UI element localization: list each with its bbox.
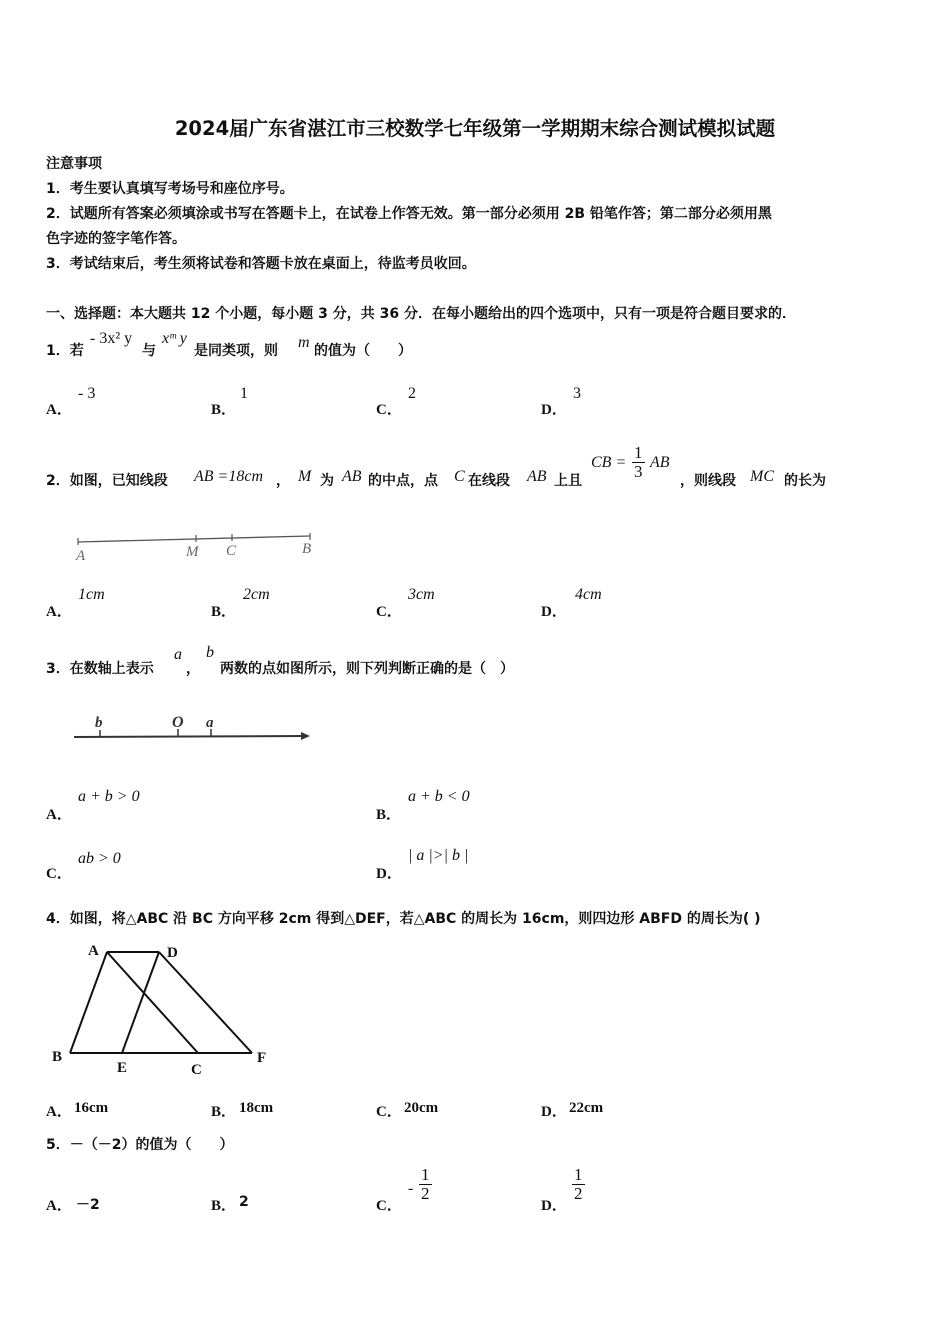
segment-ab (70, 952, 107, 1053)
axis-arrow (301, 732, 310, 740)
q1-option-value: 3 (573, 385, 581, 402)
q2-text: 的长为 (784, 473, 826, 489)
q2-fraction (632, 444, 645, 481)
q1-end: 的值为（ ） (314, 343, 412, 359)
q1-pre: 1．若 (46, 343, 84, 359)
q5-option-sign: - (408, 1180, 414, 1197)
label-b: b (95, 715, 103, 731)
q5-option-fraction (572, 1166, 585, 1203)
q1-option-label[interactable]: D． (541, 402, 567, 418)
q5-option-label[interactable]: B． (211, 1198, 237, 1214)
q1-option-label[interactable]: A． (46, 402, 72, 418)
q5-option-value: 2 (239, 1194, 249, 1210)
q2-segment-mc: MC (750, 468, 774, 485)
q5-option-label[interactable]: C． (376, 1198, 402, 1214)
q3-option-value: a + b < 0 (408, 788, 470, 805)
q3-var-a: a (174, 646, 182, 663)
q1-post: 是同类项，则 (194, 343, 278, 359)
q2-option-value: 3cm (408, 586, 435, 603)
notice-heading: 注意事项 (46, 156, 102, 172)
q1-var: m (298, 334, 310, 351)
q2-cb-lhs: CB = (591, 454, 627, 471)
label-b: B (52, 1049, 63, 1065)
page-title: 2024届广东省湛江市三校数学七年级第一学期期末综合测试模拟试题 (174, 117, 776, 140)
q4-option-value: 18cm (239, 1100, 274, 1116)
segment-df (159, 952, 252, 1053)
q2-option-label[interactable]: C． (376, 604, 402, 620)
q2-text: 为 (320, 473, 334, 489)
label-e: E (117, 1060, 128, 1076)
q4-option-label[interactable]: D． (541, 1104, 567, 1120)
q5-option-label[interactable]: D． (541, 1198, 567, 1214)
q3-option-label[interactable]: D． (376, 866, 402, 882)
q3-option-value: a + b > 0 (78, 788, 140, 805)
q1-option-value: - 3 (78, 385, 96, 402)
notice-item: 3．考试结束后，考生须将试卷和答题卡放在桌面上，待监考员收回。 (46, 256, 476, 272)
q2-segment-ab: AB (527, 468, 547, 485)
q2-text: 在线段 (468, 473, 510, 489)
label-a: A (88, 943, 99, 959)
q2-option-value: 1cm (78, 586, 105, 603)
q2-cb-rhs: AB (650, 454, 670, 471)
q3-option-label[interactable]: A． (46, 807, 72, 823)
q3-option-label[interactable]: C． (46, 866, 72, 882)
label-b: B (302, 541, 312, 557)
q5-option-label[interactable]: A． (46, 1198, 72, 1214)
q1-mid: 与 (142, 343, 156, 359)
q4-option-value: 22cm (569, 1100, 604, 1116)
q1-expr2: xᵐ y (162, 330, 187, 347)
q1-option-label[interactable]: B． (211, 402, 237, 418)
q3-option-label[interactable]: B． (376, 807, 402, 823)
q2-option-label[interactable]: A． (46, 604, 72, 620)
label-o: O (172, 714, 184, 731)
label-c: C (191, 1062, 202, 1078)
label-c: C (226, 543, 237, 559)
q4-option-label[interactable]: C． (376, 1104, 402, 1120)
q5-option-fraction (419, 1166, 432, 1203)
axis-line (74, 736, 304, 737)
label-a: A (76, 548, 86, 564)
q2-fraction-den: 3 (634, 462, 643, 481)
q2-text: 的中点，点 (368, 473, 438, 489)
label-a: a (206, 715, 214, 731)
q4-option-value: 20cm (404, 1100, 439, 1116)
q4-option-label[interactable]: B． (211, 1104, 237, 1120)
section-heading: 一、选择题：本大题共 12 个小题，每小题 3 分，共 36 分．在每小题给出的四个选项中，只有一项是符合题目要求的． (46, 306, 796, 322)
q3-var-b: b (206, 644, 214, 661)
q2-option-label[interactable]: D． (541, 604, 567, 620)
q3-number-line (70, 708, 315, 750)
q2-point-c: C (454, 468, 465, 485)
q2-pre: 2．如图，已知线段 (46, 473, 168, 489)
q2-option-value: 2cm (243, 586, 270, 603)
q3-comma: ， (186, 661, 200, 677)
q1-option-label[interactable]: C． (376, 402, 402, 418)
q1-option-value: 1 (240, 385, 248, 402)
question-5: 5．－（－2）的值为（ ） (46, 1137, 234, 1153)
q4-triangle-figure (44, 938, 284, 1080)
notice-item: 2．试题所有答案必须填涂或书写在答题卡上，在试卷上作答无效。第一部分必须用 2B 铅笔作答；第二部分必须用黑 (46, 206, 772, 222)
question-4: 4．如图，将△ABC 沿 BC 方向平移 2cm 得到△DEF，若△ABC 的周长为 16cm，则四边形 ABFD 的周长为( ) (46, 911, 761, 927)
fraction-den: 2 (574, 1184, 583, 1203)
fraction-den: 2 (421, 1184, 430, 1203)
q1-option-value: 2 (408, 385, 416, 402)
q4-option-label[interactable]: A． (46, 1104, 72, 1120)
q1-expr1: - 3x² y (90, 330, 133, 347)
label-f: F (257, 1050, 267, 1066)
q2-point-m: M (298, 468, 312, 485)
segment-line (78, 536, 310, 542)
fraction-num: 1 (421, 1165, 430, 1184)
q2-option-label[interactable]: B． (211, 604, 237, 620)
q2-text: ， (276, 473, 290, 489)
q2-ab-length: AB =18cm (194, 468, 263, 485)
q3-pre: 3．在数轴上表示 (46, 661, 154, 677)
q3-option-value: ab > 0 (78, 850, 121, 867)
q2-text: 上且 (554, 473, 582, 489)
q3-post: 两数的点如图所示，则下列判断正确的是（ ） (220, 661, 514, 677)
q2-segment-figure (70, 528, 330, 568)
q2-text: ，则线段 (680, 473, 736, 489)
notice-item: 1．考生要认真填写考场号和座位序号。 (46, 181, 294, 197)
q2-fraction-num: 1 (634, 443, 643, 462)
q2-segment-ab: AB (342, 468, 362, 485)
q2-option-value: 4cm (575, 586, 602, 603)
label-m: M (186, 544, 199, 560)
label-d: D (167, 945, 178, 961)
q5-option-value: －2 (76, 1197, 100, 1213)
q3-option-value: | a |>| b | (408, 847, 469, 864)
fraction-num: 1 (574, 1165, 583, 1184)
notice-item: 色字迹的签字笔作答。 (46, 231, 186, 247)
q4-option-value: 16cm (74, 1100, 109, 1116)
